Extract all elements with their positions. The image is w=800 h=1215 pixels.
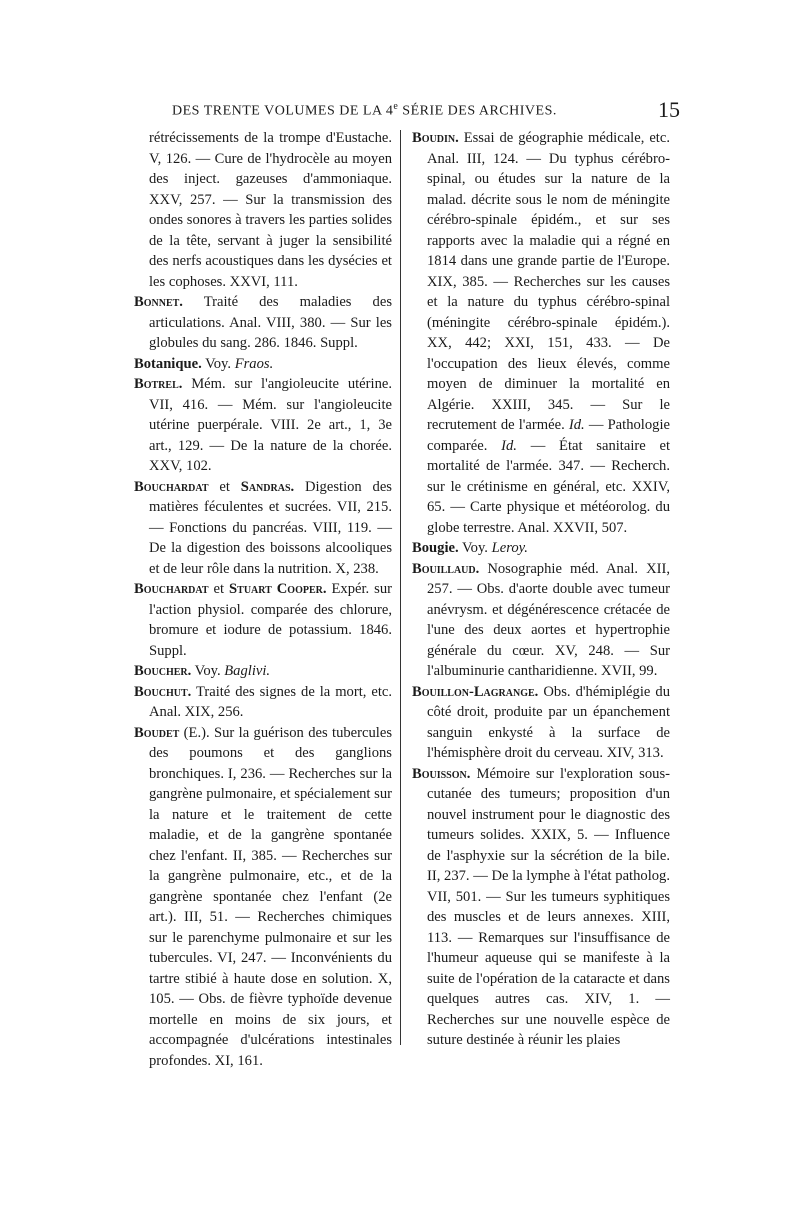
index-entry-boudet: Boudet (E.). Sur la guérison des tubercules des poumons et des ganglions bronchiques. I, 236. — Recherches sur la gangrène pulmonaire, et spécialement sur la nature et le traitement de cette maladie, et de la gangrène spontanée chez l'enfant. II, 385. — Recherches sur la gangrène pulmonaire, etc., et de la gangrène spontanée chez l'enfant (2e art.). III, 51. — Recherches chimiques sur le parenchyme pulmonaire et sur les tubercules. VI, 247. — Inconvénients du tartre stibié à haute dose en solution. X, 105. — Obs. de fièvre typhoïde devenue mortelle en moins de six jours, et accompagnée d'ulcérations intestinales profondes. XI, 161. [134, 724, 392, 1069]
index-entry-bonnet: Bonnet. Traité des maladies des articulations. Anal. VIII, 380. — Sur les globules du sang. 286. 1846. Suppl. [134, 294, 392, 351]
running-title-post: SÉRIE DES ARCHIVES. [398, 103, 557, 119]
column-divider [400, 130, 401, 1045]
index-entry-botanique: Botanique. Voy. Fraos. [134, 355, 274, 372]
index-entry-bouchut: Bouchut. Traité des signes de la mort, etc. Anal. XIX, 256. [134, 683, 392, 720]
index-entry-bouillaud: Bouillaud. Nosographie méd. Anal. XII, 257. — Obs. d'aorte double avec tumeur anévrysm. et dégénérescence crétacée de l'une des deux aortes et hypertrophie générale du cœur. XV, 248. — Sur l'albuminurie cantharidienne. XVII, 99. [412, 560, 670, 679]
running-title-sup: e [393, 101, 399, 112]
right-column [412, 128, 670, 1051]
page-number: 15 [658, 97, 680, 122]
index-entry-bouisson: Bouisson. Mémoire sur l'exploration sous-cutanée des tumeurs; proposition d'un nouvel instrument pour le diagnostic des tumeurs solides. XXIX, 5. — Influence de l'asphyxie sur la sécrétion de la bile. II, 237. — De la lymphe à l'état patholog. VII, 501. — Sur les tumeurs syphitiques des muscles et de leurs annexes. XIII, 113. — Remarques sur l'insuffisance de l'humeur aqueuse qui se manifeste à la suite de l'opération de la cataracte et dans quelques autres cas. XIV, 1. — Recherches sur une nouvelle espèce de suture destinée à réunir les plaies [412, 765, 670, 1048]
index-entry-boudin: Boudin. Essai de géographie médicale, etc. Anal. III, 124. — Du typhus cérébro-spinal, ou études sur la nature de la malad. décrite sous le nom de méningite cérébro-spinale épidém., et sur ses rapports avec la maladie qui a régné en 1814 dans une grande partie de l'Europe. XIX, 385. — Recherches sur les causes et la nature du typhus cérébro-spinal (méningite cérébro-spinale épidém.). XX, 442; XXI, 151, 433. — De l'occupation des lieux élevés, comme moyen de diminuer la mortalité en Algérie. XXIII, 345. — Sur le recrutement de l'armée. Id. — Pathologie comparée. Id. — État sanitaire et mortalité de l'armée. 347. — Recherch. sur le crétinisme en général, etc. XXIV, 65. — Carte physique et météorolog. du globe terrestre. Anal. XXVII, 507. [412, 130, 671, 536]
index-entry-boucher: Boucher. Voy. Baglivi. [134, 663, 271, 679]
index-entry-bouillon-lagrange: Bouillon-Lagrange. Obs. d'hémiplégie du côté droit, produite par un épanchement sanguin enkysté à la surface de l'hémisphère droit du cerveau. XIV, 313. [412, 683, 670, 761]
continued-entry: rétrécissements de la trompe d'Eustache. V, 126. — Cure de l'hydrocèle au moyen des inject. gazeuses d'ammoniaque. XXV, 257. — Sur la transmission des ondes sonores à travers les parties solides de la tête, servant à juger la sensibilité des nerfs acoustiques dans les dysécies et les cophoses. XXVI, 111. [149, 130, 392, 290]
running-header [158, 97, 680, 123]
index-entry-bougie: Bougie. Voy. Leroy. [412, 540, 528, 556]
index-entry-botrel: Botrel. Mém. sur l'angioleucite utérine. VII, 416. — Mém. sur l'angioleucite utérine puerpérale. VIII. 2e art., 1, 3e art., 129. — De la nature de la chorée. XXV, 102. [134, 376, 392, 474]
index-entry-bouchardat-cooper: Bouchardat et Stuart Cooper. Expér. sur l'action physiol. comparée des chlorure, bromure et iodure de potassium. 1846. Suppl. [134, 581, 392, 659]
index-entry-bouchardat-sandras: Bouchardat et Sandras. Digestion des matières féculentes et sucrées. VII, 215. — Fonctions du pancréas. VIII, 119. — De la digestion des boissons alcooliques et de leur rôle dans la nutrition. X, 238. [134, 478, 392, 577]
running-title-pre: DES TRENTE VOLUMES DE LA 4 [172, 103, 394, 119]
left-column [134, 128, 392, 1071]
running-title [172, 101, 557, 120]
